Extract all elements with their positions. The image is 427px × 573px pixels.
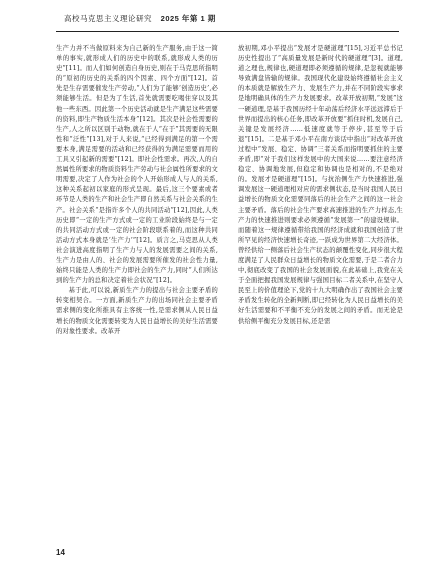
right-column — [238, 44, 403, 534]
page-number: 14 — [56, 548, 65, 557]
left-column — [56, 44, 218, 534]
journal-title: 高校马克思主义理论研究 — [64, 14, 152, 23]
right-paragraph-1: 放初期,邓小平提出“发展才是硬道理”[15],习近平总书记历史性提出了“高质量发展是新时代的硬道理”[3]。道理,道之理也,规律也,硬道理即必须遵循的规律,是忽视就能够导致满盘皆输的规律。我国现代化建设始终遵循社会主义的本质就是解放生产力、发展生产力,并在不同阶段实事求是地明确具体的生产力发展要求。改革开放初期,“发展”这一硬道理,是基于我国历经十年动荡后经济水平远远滞后于世界而提出的核心任务,即改革开放要“抓住时机,发展自己,关键是发展经济……低速度就等于停步,甚至等于后退”[15]。二是基于邓小平在南方谈话中指出“对改革开放过程中“发展、稳定、协调”三者关系而指明要抓住的主要矛盾,即“对于我们这样发展中的大国来说……要注意经济稳定、协调地发展,但稳定和协调也是相对的,不是绝对的。发展才是硬道理”[15]。与抗治侧生产力快速推进,强调发展这一硬道理相对应的需求侧状态,是当时我国人民日益增长的物质文化需要同落后的社会生产之间的这一社会主要矛盾。落后的社会生产要求高速推进的生产力样态,生产力的快速推进则要求必须遵循“发展第一”的建设规律。而随着这一规律遵循带给我国的经济成就和我国创造了世所罕见的经济快速增长奇迹,一跃成为世界第二大经济体。曾经供给一侧落后社会生产状态的颠覆性变化,同步很大程度满足了人民群众日益增长的物质文化需要,于是二者合力中,彻底改变了我国的社会发展面貌,在此基础上,我党在关于全面把握我国发展规律与强国目标二者关系中,在坚守人民至上的价值理论下,党的十九大明确作出了我国社会主要矛盾发生转化的全新判断,即已经转化为人民日益增长的美好生活需要和不平衡不充分的发展之间的矛盾。而无论是供给侧平衡充分发展目标,还是需 — [238, 45, 403, 325]
left-paragraph-2: 基于此,可以说,新质生产力的提出与社会主要矛盾的转变相契合。一方面,新质生产力的出场同社会主要矛盾需求侧的变化所推具有主客统一性,是需求侧从人民日益增长的物质文化需要转变为人民日益增长的美好生活需要的对象性要求。改革开 — [56, 287, 218, 335]
header-rule — [56, 31, 399, 32]
issue-label: 2025 年第 1 期 — [160, 14, 216, 23]
running-header — [64, 13, 216, 24]
left-paragraph-1: 生产力并不当做原料来为自己新的生产服务,由于这一简单的事实,就形成人们的历史中的联系,就形成人类的历史”[11]。而人们如何创造自身历史,则在于马克思所指明的“原初的历史的关系的四个因素、四个方面”[12]。首先是生存需要催发生产劳动,“人们为了能够‘创造历史’,必须能够生活。但是为了生活,首先就需要吃喝住穿以及其他一些东西。因此第一个历史活动就是生产满足这些需要的资料,即生产物质生活本身”[12]。其次是社会性需要的生产,人之所以区别于动物,就在于人“在于”其需要的无限性和“泛性”[13],对于人来说,“已经得到满足的第一个需要本身,满足需要的活动和已经获得的为满足需要而用的工具又引起新的需要”[12]。即社会性需求。再次,人的自然属性所要求的物质资料生产劳动与社会属性所要求的文明需要,决定了人作为社会的个人开始形成人与人的关系,这种关系起初以家庭的形式呈现。最后,这三个要素或者环节是人类的生产和社会生产即自然关系与社会关系的生产。社会关系“是指许多个人的共同活动”[12],因此,人类历史即“一定的生产方式或一定的工业阶段始终是与一定的共同活动方式或一定的社会阶段联系着的,而这种共同活动方式本身就是‘生产力’”[12]。质言之,马克思从人类社会演进高度指明了生产力与人的发展需要之间的关系,生产力是由人的、社会的发展需要所催发的社会性力量,始终只能是人类的生产力即社会的生产力,同时“人们所达到的生产力的总和决定着社会状况”[12]。 — [56, 45, 218, 285]
